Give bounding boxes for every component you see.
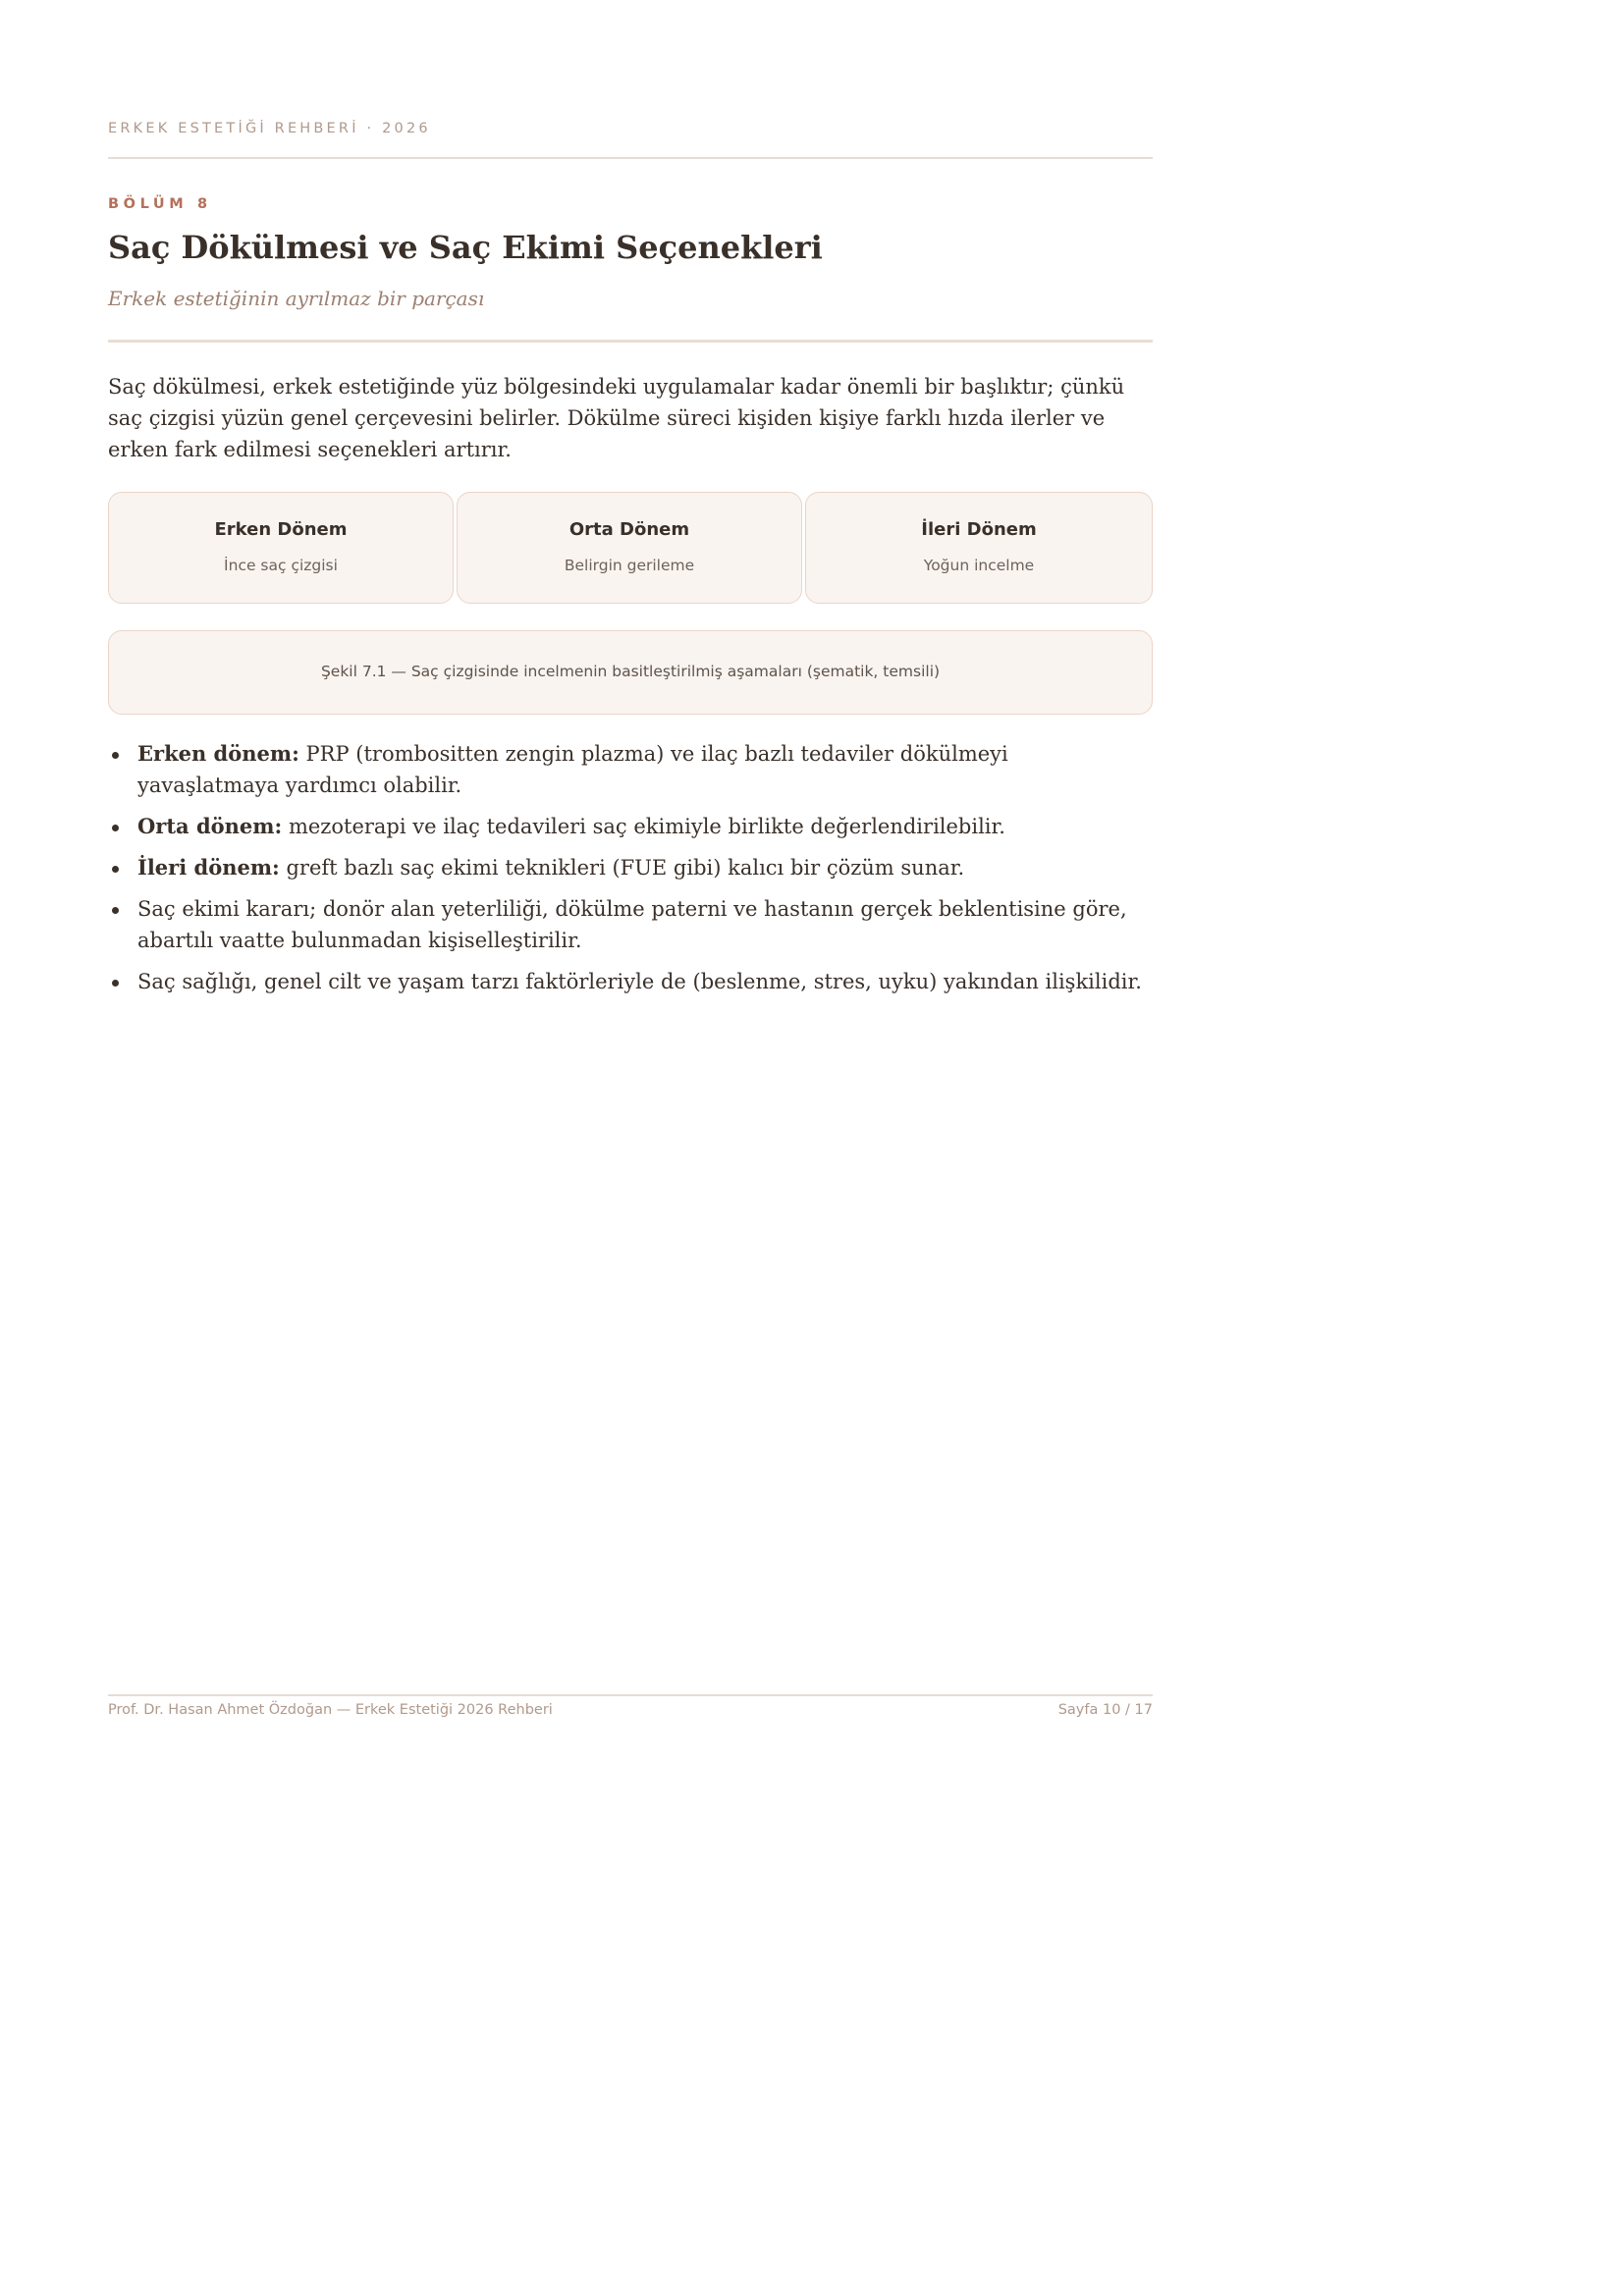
bullet-icon [112,866,119,873]
stage-card-advanced [805,492,1153,604]
stage-title: Erken Dönem [214,519,348,540]
list-item [108,811,1153,842]
list-item [108,852,1153,883]
stage-title: İleri Dönem [921,519,1037,540]
title-divider [108,340,1153,343]
bullet-icon [112,752,119,759]
list-item-lead: Erken dönem: [137,741,299,766]
bullet-icon [112,980,119,987]
hair-loss-stages [108,492,1153,607]
chapter-title: Saç Dökülmesi ve Saç Ekimi Seçenekleri [108,229,823,266]
list-item [108,966,1153,997]
list-item-text: Saç sağlığı, genel cilt ve yaşam tarzı faktörleriyle de (beslenme, stres, uyku) yakından ilişkilidir. [137,970,1142,993]
footer-divider [108,1694,1153,1696]
bullet-icon [112,825,119,831]
treatment-bullet-list [108,738,1153,1007]
list-item-text: PRP (trombositten zengin plazma) ve ilaç bazlı tedaviler dökülmeyi yavaşlatmaya yardımcı olabilir. [137,742,1008,797]
list-item-text: mezoterapi ve ilaç tedavileri saç ekimiyle birlikte değerlendirilebilir. [282,815,1005,838]
list-item-lead: İleri dönem: [137,855,280,880]
figure-caption: Şekil 7.1 — Saç çizgisinde incelmenin basitleştirilmiş aşamaları (şematik, temsili) [108,630,1153,715]
header-divider [108,157,1153,159]
list-item-text: Saç ekimi kararı; donör alan yeterliliği, dökülme paterni ve hastanın gerçek beklentisine göre, abartılı vaatte bulunmadan kişiselleştirilir. [137,897,1127,952]
stage-card-middle [457,492,802,604]
list-item-text: greft bazlı saç ekimi teknikleri (FUE gibi) kalıcı bir çözüm sunar. [279,856,965,880]
stage-description: Belirgin gerileme [564,557,695,574]
stage-description: İnce saç çizgisi [224,557,338,574]
stage-title: Orta Dönem [568,519,690,540]
bullet-icon [112,907,119,914]
chapter-subtitle: Erkek estetiğinin ayrılmaz bir parçası [108,287,485,310]
running-header: ERKEK ESTETİĞİ REHBERİ · 2026 [108,121,431,136]
list-item [108,893,1153,956]
stage-description: Yoğun incelme [923,557,1035,574]
list-item [108,738,1153,801]
stage-card-early [108,492,454,604]
page-number: Sayfa 10 / 17 [1057,1702,1153,1718]
chapter-label: BÖLÜM 8 [108,196,212,212]
list-item-lead: Orta dönem: [137,814,283,838]
footer-author: Prof. Dr. Hasan Ahmet Özdoğan — Erkek Estetiği 2026 Rehberi [108,1702,553,1718]
intro-paragraph: Saç dökülmesi, erkek estetiğinde yüz bölgesindeki uygulamalar kadar önemli bir başlıktır; çünkü saç çizgisi yüzün genel çerçevesini belirler. Dökülme süreci kişiden kişiye farklı hızda ilerler ve erken fark edilmesi seçenekleri artırır. [108,375,1125,461]
